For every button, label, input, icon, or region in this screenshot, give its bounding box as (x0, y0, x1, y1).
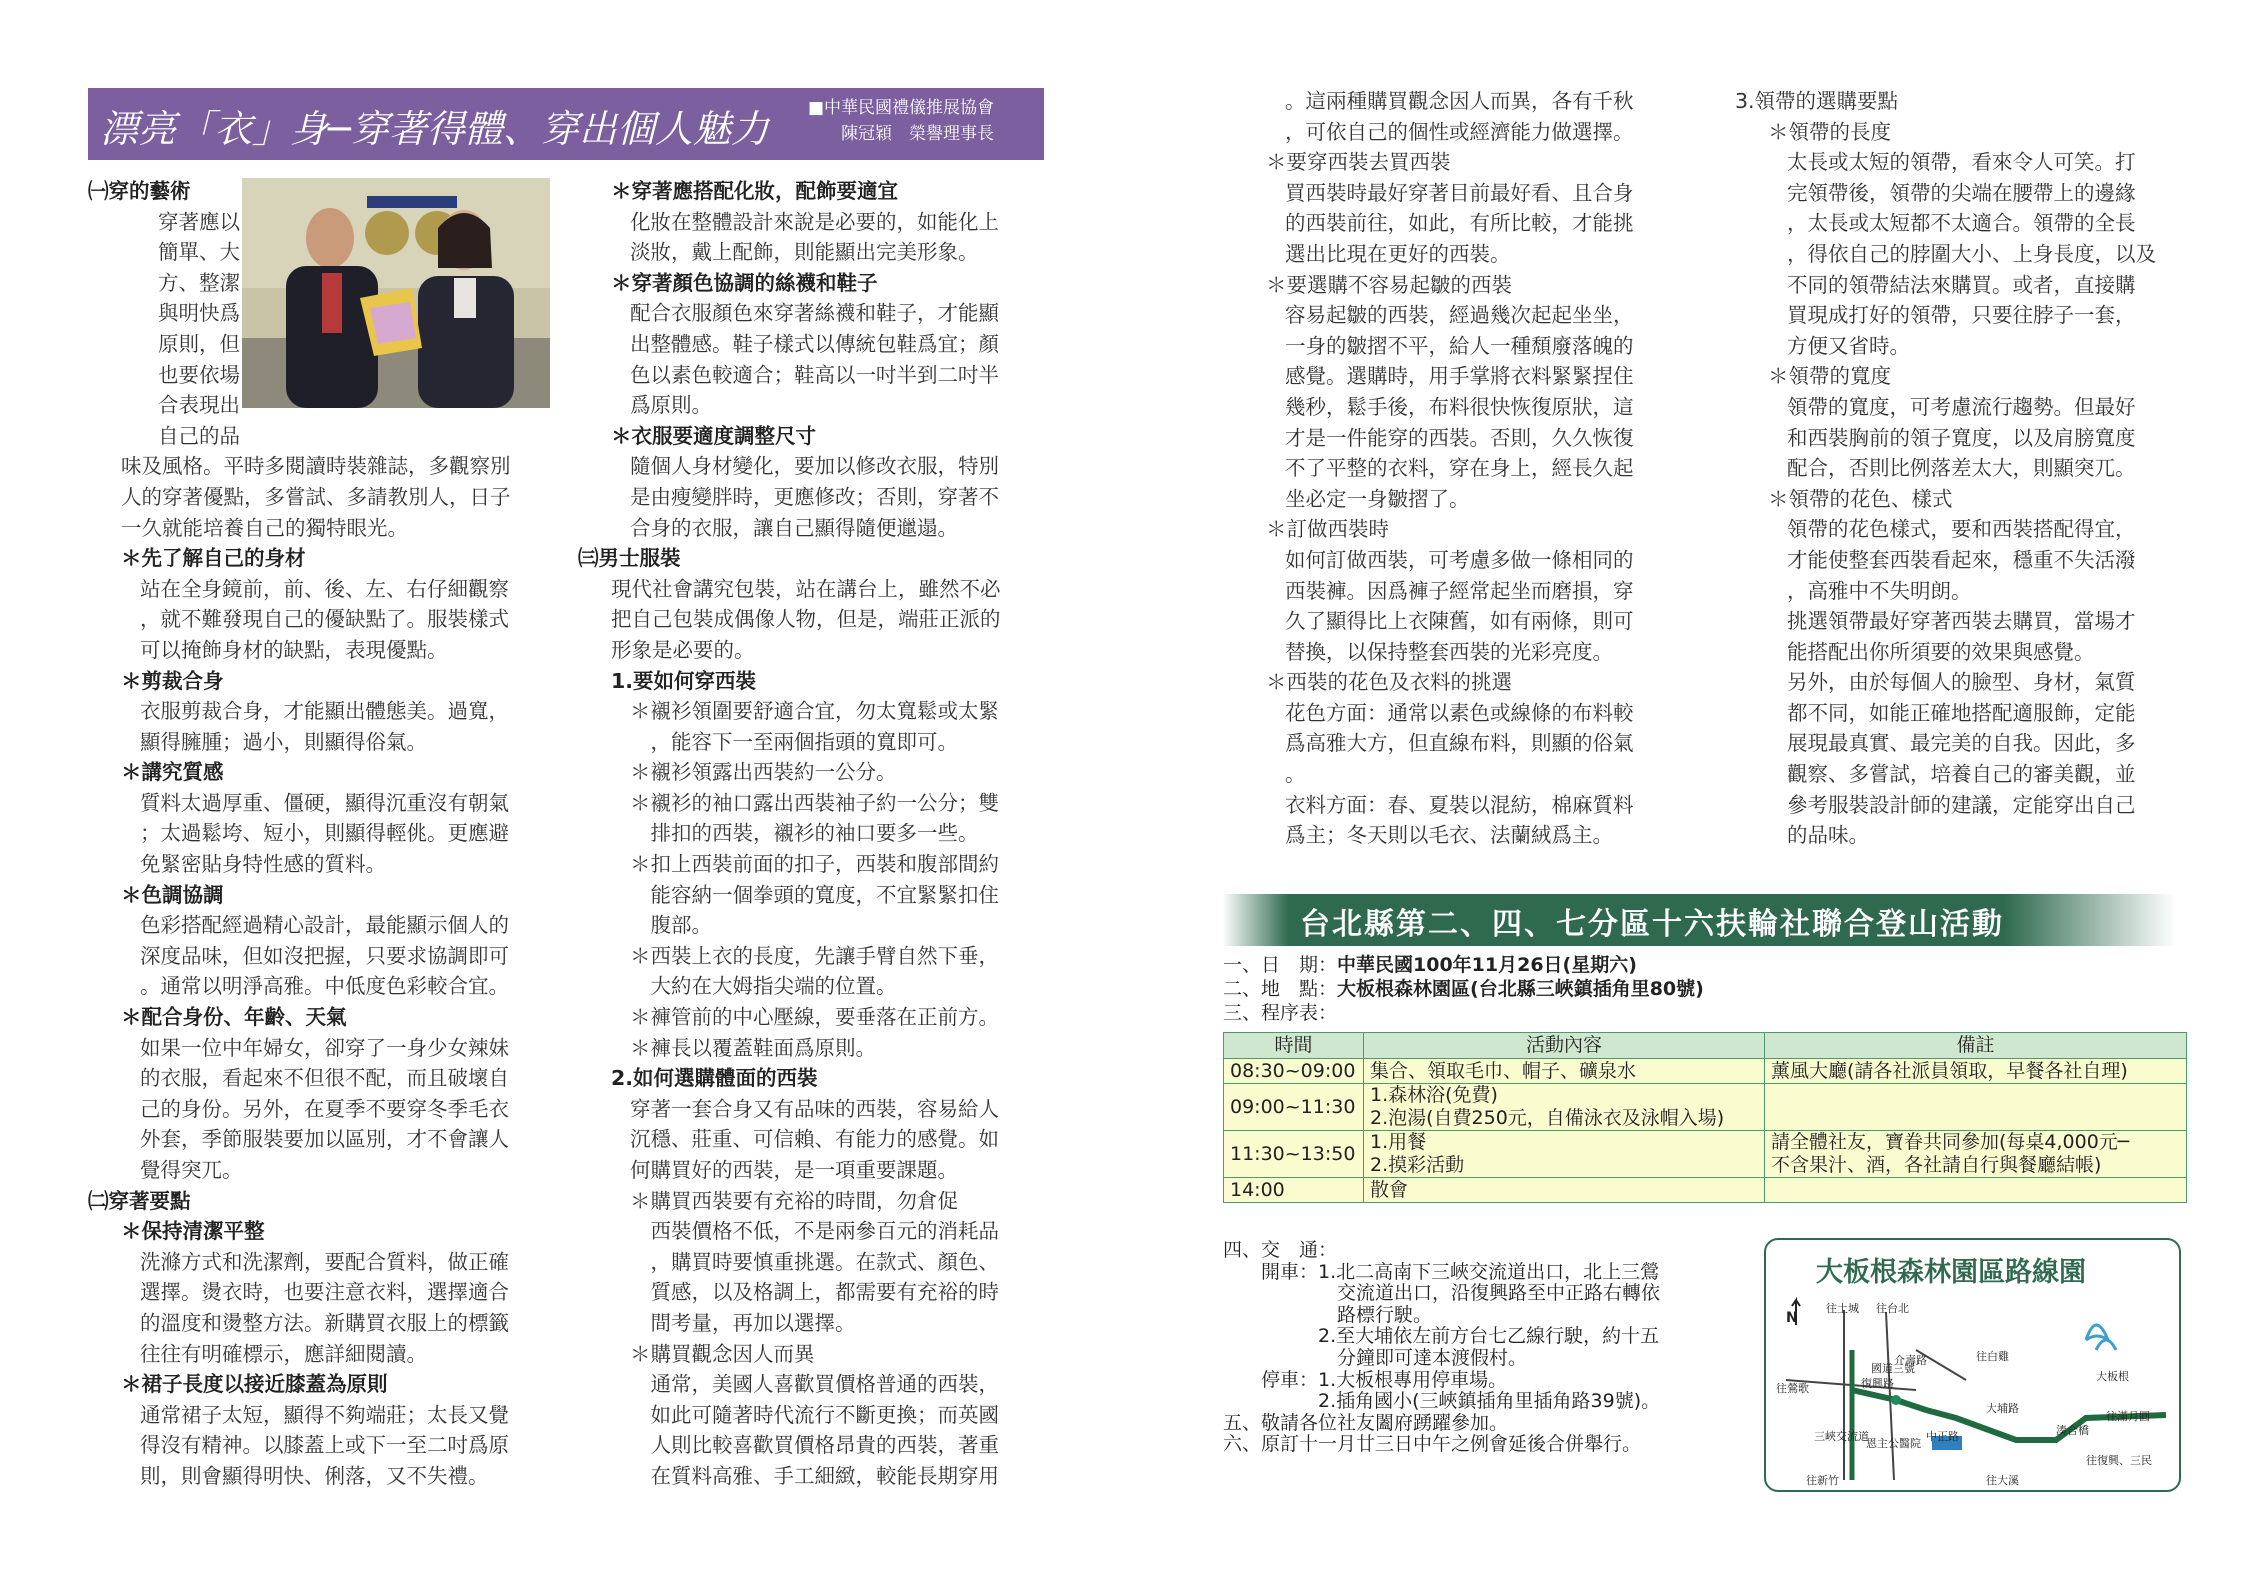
article-line: 化妝在整體設計來說是必要的，如能化上 (630, 209, 999, 234)
article-line: ，能容下一至兩個指頭的寬即可。 (630, 729, 958, 754)
article-line: 沉穩、莊重、可信賴、有能力的感覺。如 (630, 1127, 999, 1152)
article-line: ＊購買西裝要有充裕的時間，勿倉促 (630, 1188, 958, 1213)
map-label: 中正路 (1926, 1430, 1959, 1443)
article-line: ㈡穿著要點 (88, 1188, 191, 1213)
schedule-cell-line: 2.摸彩活動 (1370, 1154, 1465, 1176)
article-line: 間考量，再加以選擇。 (630, 1310, 856, 1335)
schedule-cell-line: 集合、領取毛巾、帽子、礦泉水 (1370, 1059, 1637, 1082)
article-line: ＊褲管前的中心壓線，要垂落在正前方。 (630, 1005, 999, 1030)
article-line: 現代社會講究包裝，站在講台上，雖然不必 (611, 576, 1001, 601)
article-line: ＊色調協調 (121, 882, 224, 907)
map-label: 往台北 (1876, 1302, 1909, 1315)
article-line: 站在全身鏡前，前、後、左、右仔細觀察 (140, 576, 509, 601)
schedule-cell-content (1364, 1131, 1765, 1178)
article-line: ＊領帶的花色、樣式 (1768, 486, 1953, 511)
article-line: ；太過鬆垮、短小，則顯得輕佻。更應避 (140, 821, 509, 846)
traffic-line: 路標行駛。 (1223, 1303, 1433, 1326)
article-line: 久了顯得比上衣陳舊，如有兩條，則可 (1285, 609, 1634, 634)
article-title: 漂亮「衣」身─穿著得體、穿出個人魅力 (100, 107, 769, 151)
article-line: 色以素色較適合；鞋高以一吋半到二吋半 (630, 362, 999, 387)
article-line: 參考服裝設計師的建議，定能穿出自己 (1787, 792, 2136, 817)
article-line: 人則比較喜歡買價格昂貴的西裝，著重 (630, 1433, 999, 1458)
author-org: ■中華民國禮儀推展協會 (808, 98, 995, 118)
article-line: 的溫度和燙整方法。新購買衣服上的標籤 (140, 1310, 509, 1335)
schedule-cell-content (1364, 1084, 1765, 1131)
event-date-row: 一、日 期：中華民國100年11月26日(星期六) (1223, 954, 1637, 976)
event-place: 大板根森林園區(台北縣三峽鎮插角里80號) (1337, 978, 1704, 1000)
article-line: 買西裝時最好穿著目前最好看、且合身 (1285, 180, 1634, 205)
article-column-2 (578, 176, 1001, 1492)
article-line: 2.如何選購體面的西裝 (611, 1066, 818, 1091)
article-line: ＊領帶的寬度 (1768, 364, 1891, 389)
traffic-line: 分鐘即可達本渡假村。 (1223, 1347, 1528, 1369)
article-line: 隨個人身材變化，要加以修改衣服，特別 (630, 454, 999, 479)
traffic-line: 2.至大埔依左前方台七乙線行駛，約十五 (1223, 1325, 1660, 1348)
article-line: ＊穿著應搭配化妝，配飾要適宜 (611, 179, 898, 203)
article-line: 替換，以保持整套西裝的光彩亮度。 (1285, 639, 1613, 664)
article-line: 展現最真實、最完美的自我。因此，多 (1787, 731, 2136, 756)
schedule-cell-note (1765, 1131, 2187, 1178)
article-line: 一久就能培養自己的獨特眼光。 (121, 515, 408, 540)
article-line: 色彩搭配經過精心設計，最能顯示個人的 (140, 913, 509, 938)
article-line: ＊襯衫領圍要舒適合宜，勿太寬鬆或太緊 (630, 699, 999, 724)
map-label: 往土城 (1826, 1302, 1859, 1315)
article-line: 。通常以明淨高雅。中低度色彩較合宜。 (140, 974, 509, 999)
article-line: ，高雅中不失明朗。 (1787, 578, 1972, 603)
article-line: ，太長或太短都不太適合。領帶的全長 (1787, 211, 2136, 236)
article-line: 何購買好的西裝，是一項重要課題。 (630, 1158, 958, 1182)
schedule-cell-note (1765, 1059, 2187, 1084)
schedule-header-cell: 備註 (1765, 1033, 2187, 1059)
map-label: 三峽交流道 (1814, 1430, 1869, 1443)
article-line: 也要依場 (158, 362, 240, 387)
article-line: 是由瘦變胖時，更應修改；否則，穿著不 (630, 484, 999, 509)
article-line: 排扣的西裝，襯衫的袖口要多一些。 (630, 821, 979, 846)
article-line: 西裝價格不低，不是兩參百元的消耗品 (630, 1219, 999, 1244)
article-line: 把自己包裝成偶像人物，但是，端莊正派的 (611, 607, 1001, 632)
article-line: 通常裙子太短，顯得不夠端莊；太長又覺 (140, 1402, 509, 1427)
schedule-header-cell: 時間 (1224, 1033, 1364, 1059)
article-line: ＊襯衫的袖口露出西裝袖子約一公分；雙 (630, 790, 999, 815)
article-line: ，得依自己的脖圍大小、上身長度，以及 (1787, 241, 2156, 266)
traffic-line: 五、敬請各位社友闔府踴躍參加。 (1223, 1411, 1509, 1434)
article-line: 一身的皺摺不平，給人一種頹廢落魄的 (1285, 333, 1634, 358)
article-line: 都不同，如能正確地搭配適服飾，定能 (1787, 700, 2136, 725)
article-line: 覺得突兀。 (140, 1158, 243, 1182)
schedule-row (1224, 1084, 2187, 1131)
article-line: ＊褲長以覆蓋鞋面爲原則。 (630, 1035, 876, 1060)
article-line: 花色方面：通常以素色或線條的布料較 (1285, 700, 1634, 725)
map-label: 大板根 (2096, 1370, 2129, 1383)
article-line: 感覺。選購時，用手掌將衣料緊緊捏住 (1285, 364, 1634, 389)
map-label: 大埔路 (1986, 1402, 2019, 1415)
article-line: 與明快爲 (158, 301, 240, 326)
article-line: 免緊密貼身特性感的質料。 (140, 852, 386, 877)
article-line: 配合衣服顏色來穿著絲襪和鞋子，才能顯 (630, 301, 999, 326)
article-line: 味及風格。平時多閱讀時裝雜誌，多觀察別 (121, 454, 511, 479)
article-line: 的衣服，看起來不但很不配，而且破壞自 (140, 1066, 509, 1091)
article-line: 。這兩種購買觀念因人而異，各有千秋 (1285, 89, 1634, 113)
article-line: 和西裝胸前的領子寬度，以及肩膀寬度 (1787, 425, 2136, 450)
schedule-cell-time: 14:00 (1224, 1178, 1364, 1203)
article-line: ＊穿著顏色協調的絲襪和鞋子 (611, 270, 878, 295)
traffic-line: 開車：1.北二高南下三峽交流道出口，北上三鶯 (1223, 1260, 1660, 1283)
article-line: 如何訂做西裝，可考慮多做一條相同的 (1285, 547, 1634, 572)
article-line: ，就不難發現自己的優缺點了。服裝樣式 (140, 607, 509, 632)
article-line: 形象是必要的。 (611, 637, 755, 662)
traffic-line: 2.插角國小(三峽鎮插角里插角路39號)。 (1223, 1390, 1661, 1413)
schedule-cell-time: 09:00~11:30 (1224, 1084, 1364, 1131)
article-line: ＊西裝上衣的長度，先讓手臂自然下垂， (630, 943, 999, 968)
map-label: 往白雞 (1976, 1350, 2009, 1363)
article-line: 外套，季節服裝要加以區別，才不會讓人 (140, 1127, 509, 1152)
article-line: 穿著一套合身又有品味的西裝，容易給人 (630, 1096, 999, 1121)
article-line: 不同的領帶結法來購買。或者，直接購 (1787, 272, 2136, 297)
article-line: 大約在大姆指尖端的位置。 (630, 974, 897, 999)
article-line: 穿著應以 (158, 209, 240, 234)
map-label: 往復興、三民 (2086, 1454, 2152, 1467)
article-line: 合表現出 (158, 393, 240, 418)
article-line: 爲高雅大方，但直線布料，則顯的俗氣 (1285, 731, 1634, 756)
article-column-4 (1735, 86, 2156, 851)
map-title: 大板根森林園區路線園 (1816, 1257, 2086, 1288)
schedule-header-row (1224, 1033, 2187, 1059)
article-line: ＊訂做西裝時 (1266, 517, 1389, 542)
article-line: ＊先了解自己的身材 (121, 546, 306, 571)
article-line: 爲主；冬天則以毛衣、法蘭絨爲主。 (1285, 823, 1613, 848)
article-line: 幾秒，鬆手後，布料很快恢復原狀，這 (1285, 394, 1634, 419)
schedule-header-cell: 活動內容 (1364, 1033, 1765, 1059)
schedule-cell-line: 1.用餐 (1370, 1131, 1427, 1153)
schedule-cell-time: 08:30~09:00 (1224, 1059, 1364, 1084)
article-line: 則，則會顯得明快、俐落，又不失禮。 (140, 1463, 489, 1488)
article-line: 另外，由於每個人的臉型、身材，氣質 (1787, 670, 2136, 695)
article-line: 領帶的寬度，可考慮流行趨勢。但最好 (1787, 394, 2136, 419)
event-program-label: 三、程序表： (1223, 1002, 1338, 1024)
article-line: 3.領帶的選購要點 (1735, 89, 1899, 113)
schedule-cell-line: 請全體社友，寶眷共同參加(每桌4,000元─ (1771, 1131, 2130, 1153)
article-line: 腹部。 (630, 913, 712, 938)
article-line: 往往有明確標示，應詳細閱讀。 (140, 1341, 427, 1366)
event-title: 台北縣第二、四、七分區十六扶輪社聯合登山活動 (1300, 907, 2004, 942)
schedule-cell-note (1765, 1178, 2187, 1203)
article-line: ＊購買觀念因人而異 (630, 1341, 815, 1366)
map-label: 復興路 (1861, 1377, 1894, 1390)
article-line: 的西裝前往，如此，有所比較，才能挑 (1285, 211, 1634, 236)
article-line: 出整體感。鞋子樣式以傳統包鞋爲宜；顏 (630, 331, 999, 356)
traffic-line: 六、原訂十一月廿三日中午之例會延後合併舉行。 (1223, 1433, 1642, 1456)
article-line: 能容納一個拳頭的寬度，不宜緊緊扣住 (630, 882, 999, 907)
schedule-cell-line: 2.泡湯(自費250元，自備泳衣及泳帽入場) (1370, 1107, 1725, 1129)
schedule-table (1223, 1032, 2187, 1203)
article-line: ＊配合身份、年齡、天氣 (121, 1005, 347, 1030)
article-line: 質感，以及格調上，都需要有充裕的時 (630, 1280, 999, 1305)
article-line: 通常，美國人喜歡買價格普通的西裝， (630, 1372, 999, 1397)
route-map (1764, 1238, 2181, 1492)
article-line: 才是一件能穿的西裝。否則，久久恢復 (1285, 425, 1634, 450)
schedule-row (1224, 1059, 2187, 1084)
article-line: 買現成打好的領帶，只要往脖子一套， (1787, 303, 2136, 328)
traffic-line: 停車：1.大板根專用停車場。 (1223, 1368, 1508, 1391)
article-line: 容易起皺的西裝，經過幾次起起坐坐， (1285, 303, 1634, 328)
article-line: 衣服剪裁合身，才能顯出體態美。過寬， (140, 699, 509, 724)
article-line: ㈢男士服裝 (578, 546, 681, 571)
article-line: 原則，但 (158, 331, 240, 356)
article-line: 衣料方面：春、夏裝以混紡，棉麻質料 (1285, 792, 1634, 817)
event-place-row: 二、地 點：大板根森林園區(台北縣三峽鎮插角里80號) (1223, 978, 1704, 1000)
traffic-line: 四、交 通： (1223, 1239, 1338, 1261)
article-line: ＊扣上西裝前面的扣子，西裝和腹部間約 (630, 852, 999, 877)
article-line: 如此可隨著時代流行不斷更換；而英國 (630, 1402, 999, 1427)
article-line: 領帶的花色樣式，要和西裝搭配得宜， (1787, 517, 2136, 542)
article-line: 選擇。燙衣時，也要注意衣料，選擇適合 (140, 1280, 509, 1305)
article-line: 完領帶後，領帶的尖端在腰帶上的邊緣 (1787, 180, 2136, 205)
article-line: ＊保持清潔平整 (121, 1219, 265, 1244)
article-line: ＊衣服要適度調整尺寸 (611, 423, 816, 448)
article-line: 可以掩飾身材的缺點，表現優點。 (140, 637, 448, 662)
article-line: ＊西裝的花色及衣料的挑選 (1266, 670, 1512, 695)
article-line: 自己的品 (158, 423, 240, 448)
map-label: 介壽路 (1894, 1354, 1927, 1367)
article-line: 簡單、大 (158, 240, 240, 265)
article-line: 人的穿著優點，多嘗試、多請教別人，日子 (121, 484, 511, 509)
article-line: 顯得臃腫；過小，則顯得俗氣。 (140, 729, 427, 754)
article-line: ＊襯衫領露出西裝約一公分。 (630, 760, 897, 785)
article-line: ＊要穿西裝去買西裝 (1266, 150, 1451, 175)
article-line: ，可依自己的個性或經濟能力做選擇。 (1285, 119, 1634, 144)
map-label: 國道三號 (1871, 1362, 1915, 1375)
schedule-row (1224, 1131, 2187, 1178)
article-line: 洗滌方式和洗潔劑，要配合質料，做正確 (140, 1249, 509, 1274)
article-line: ＊領帶的長度 (1768, 119, 1891, 144)
event-date: 中華民國100年11月26日(星期六) (1337, 954, 1637, 976)
article-line: 不了平整的衣料，穿在身上，經長久起 (1285, 456, 1634, 481)
article-line: ＊裙子長度以接近膝蓋為原則 (121, 1372, 388, 1397)
article-line: 才能使整套西裝看起來，穩重不失活潑 (1787, 547, 2136, 572)
article-line: 西裝褲。因爲褲子經常起坐而磨損，穿 (1285, 578, 1634, 603)
resort-logo-icon (2086, 1325, 2116, 1350)
map-label: 恩主公醫院 (1866, 1437, 1921, 1450)
article-line: 爲原則。 (630, 393, 712, 418)
article-line: 如果一位中年婦女，卻穿了一身少女辣妹 (140, 1035, 509, 1060)
map-label: 湊合橋 (2056, 1424, 2089, 1437)
map-label: 往大溪 (1986, 1474, 2019, 1487)
schedule-cell-time: 11:30~13:50 (1224, 1131, 1364, 1178)
article-line: 。 (1285, 762, 1306, 787)
article-author (808, 95, 994, 147)
article-line: 太長或太短的領帶，看來令人可笑。打 (1787, 150, 2136, 175)
article-line: 深度品味，但如沒把握，只要求協調即可 (140, 943, 509, 968)
schedule-row (1224, 1178, 2187, 1203)
schedule-cell-line: 不含果汁、酒，各社請自行與餐廳結帳) (1771, 1154, 2102, 1176)
article-line: 方、整潔 (158, 270, 240, 295)
author-name: 陳冠穎 榮譽理事長 (841, 124, 995, 144)
schedule-cell-line: 1.森林浴(免費) (1370, 1084, 1498, 1106)
schedule-cell-content (1364, 1178, 1765, 1203)
schedule-body (1224, 1059, 2187, 1203)
article-line: 合身的衣服，讓自己顯得隨便邋遢。 (630, 515, 958, 540)
schedule-cell-line: 薰風大廳(請各社派員領取，早餐各社自理) (1771, 1059, 2128, 1082)
schedule-cell-note (1765, 1084, 2187, 1131)
article-line: 觀察、多嘗試，培養自己的審美觀，並 (1787, 762, 2136, 787)
map-label: 往滿月圓 (2106, 1410, 2150, 1423)
article-line: ＊剪裁合身 (121, 668, 224, 693)
article-line: 方便又省時。 (1787, 333, 1910, 358)
article-line: 淡妝，戴上配飾，則能顯出完美形象。 (630, 240, 979, 265)
map-label: 往新竹 (1806, 1474, 1839, 1487)
article-line: 選出比現在更好的西裝。 (1285, 241, 1511, 266)
article-line: 挑選領帶最好穿著西裝去購買，當場才 (1787, 609, 2136, 634)
schedule-cell-content (1364, 1059, 1765, 1084)
article-line: ，購買時要慎重挑選。在款式、顏色、 (630, 1249, 999, 1274)
article-line: ㈠穿的藝術 (88, 179, 191, 203)
article-column-3 (1233, 86, 1634, 851)
article-line: 配合，否則比例落差太大，則顯突兀。 (1787, 456, 2136, 481)
article-line: 己的身份。另外，在夏季不要穿冬季毛衣 (140, 1096, 509, 1121)
article-line: 在質料高雅、手工細緻，較能長期穿用 (630, 1463, 999, 1488)
article-line: ＊要選購不容易起皺的西裝 (1266, 272, 1512, 297)
article-line: 的品味。 (1787, 823, 1869, 848)
article-column-1 (88, 176, 511, 1492)
traffic-line: 交流道出口，沿復興路至中正路右轉依 (1223, 1282, 1661, 1305)
map-label: 往鶯歌 (1776, 1382, 1809, 1395)
map-north-label: N (1786, 1310, 1798, 1326)
article-line: 1.要如何穿西裝 (611, 668, 757, 693)
article-line: 得沒有精神。以膝蓋上或下一至二吋爲原 (140, 1433, 509, 1458)
schedule-cell-line: 散會 (1370, 1178, 1409, 1201)
article-line: 能搭配出你所須要的效果與感覺。 (1787, 639, 2095, 664)
article-line: 質料太過厚重、僵硬，顯得沉重沒有朝氣 (140, 790, 509, 815)
article-line: ＊講究質感 (121, 760, 224, 785)
article-line: 坐必定一身皺摺了。 (1285, 486, 1470, 511)
